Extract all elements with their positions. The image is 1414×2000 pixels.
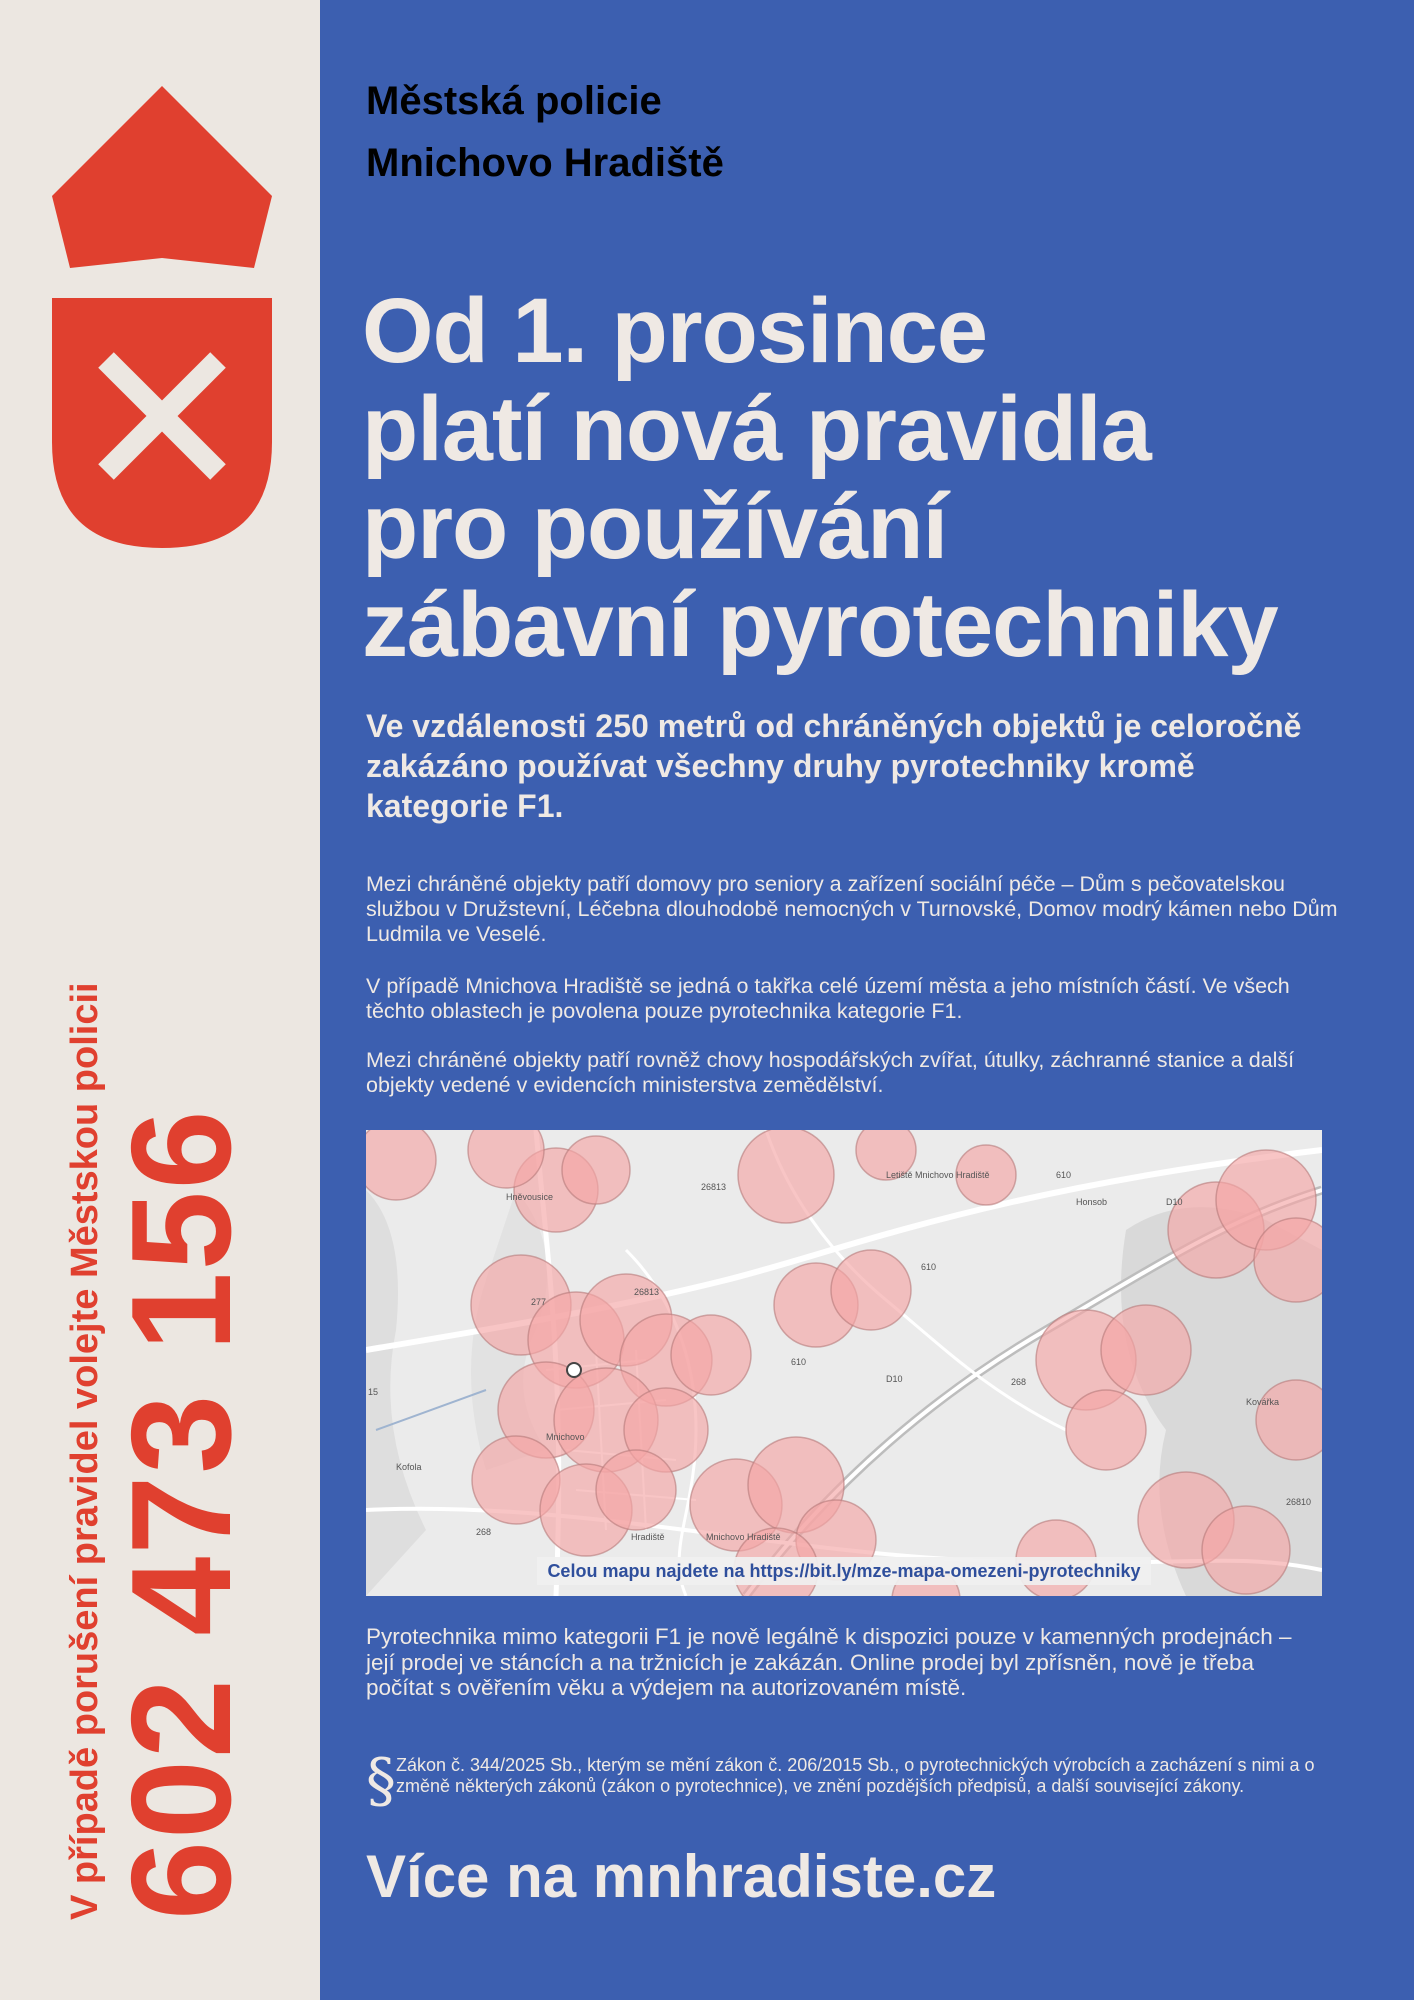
hotline-label: V případě porušení pravidel volejte Městskou policii — [64, 982, 106, 1920]
map-label: Hněvousice — [506, 1192, 554, 1202]
map-label: Honsob — [1076, 1197, 1108, 1207]
paragraph-sales-rules: Pyrotechnika mimo kategorii F1 je nově legálně k dispozici pouze v kamenných prodejnách – její prodej ve stáncích a na tržnicích je zakázán. Online prodej byl zpřísněn, nově je třeba počítat s ověřením věku a výdejem na autorizovaném místě. — [366, 1624, 1292, 1700]
organization-name — [366, 70, 724, 194]
title-line-4: zábavní pyrotechniky — [362, 574, 1278, 676]
hotline-phone-number[interactable]: 602 473 156 — [102, 1108, 261, 1920]
map-label: Mnichovo Hradiště — [706, 1532, 781, 1542]
org-line-2: Mnichovo Hradiště — [366, 141, 724, 185]
map-label: 15 — [368, 1387, 379, 1397]
map-label: Letiště Mnichovo Hradiště — [886, 1170, 990, 1180]
map-link[interactable]: https://bit.ly/mze-mapa-omezeni-pyrotechniky — [749, 1561, 1141, 1581]
map-label: 26810 — [1286, 1497, 1312, 1507]
map-label: 268 — [1011, 1377, 1027, 1387]
paragraph-protected-objects: Mezi chráněné objekty patří domovy pro seniory a zařízení sociální péče – Dům s pečovatelskou službou v Družstevní, Léčebna dlouhodobě nemocných v Turnovské, Domov modrý kámen nebo Dům Ludmila ve Veselé. — [366, 872, 1338, 946]
paragraph-city-area: V případě Mnichova Hradiště se jedná o takřka celé území města a jeho místních částí. Ve všech těchto oblastech je povolena pouze pyrotechnika kategorie F1. — [366, 974, 1290, 1023]
section-sign-icon: § — [366, 1746, 396, 1816]
map-label: 610 — [791, 1357, 807, 1367]
title-line-2: platí nová pravidla — [362, 378, 1151, 480]
law-reference — [366, 1746, 1326, 1816]
map-label: D10 — [886, 1374, 903, 1384]
map-caption — [366, 1561, 1322, 1582]
title-line-3: pro používání — [362, 476, 947, 578]
map-label: 26813 — [634, 1287, 660, 1297]
map-label: 610 — [921, 1262, 937, 1272]
map-label: Kovářka — [1246, 1397, 1280, 1407]
map-label: 268 — [476, 1527, 492, 1537]
title-line-1: Od 1. prosince — [362, 280, 988, 382]
map-caption-text: Celou mapu najdete na — [547, 1561, 750, 1581]
law-text: Zákon č. 344/2025 Sb., kterým se mění zákon č. 206/2015 Sb., o pyrotechnických výrobcích a zacházení s nimi a o změně některých zákonů (zákon o pyrotechnice), ve znění pozdějších předpisů, a další související zákony. — [396, 1755, 1315, 1796]
website-footer[interactable]: Více na mnhradiste.cz — [366, 1843, 997, 1910]
paragraph-other-objects: Mezi chráněné objekty patří rovněž chovy hospodářských zvířat, útulky, záchranné stanice a další objekty vedené v evidencích ministerstva zemědělství. — [366, 1048, 1295, 1097]
restriction-map[interactable] — [366, 1130, 1322, 1596]
sidebar — [0, 0, 320, 2000]
map-canvas — [366, 1130, 1322, 1596]
map-label: 277 — [531, 1297, 547, 1307]
town-crest-icon — [46, 86, 278, 548]
map-label: Mnichovo — [546, 1432, 585, 1442]
map-label: Kofola — [396, 1462, 422, 1472]
map-label: D10 — [1166, 1197, 1183, 1207]
page-title — [362, 282, 1402, 674]
hotline-block — [0, 820, 320, 1920]
map-label: 610 — [1056, 1170, 1072, 1180]
map-label: 26813 — [701, 1182, 727, 1192]
org-line-1: Městská policie — [366, 79, 662, 123]
map-label: Hradiště — [631, 1532, 665, 1542]
lead-statement: Ve vzdálenosti 250 metrů od chráněných objektů je celoročně zakázáno používat všechny druhy pyrotechniky kromě kategorie F1. — [366, 708, 1302, 824]
